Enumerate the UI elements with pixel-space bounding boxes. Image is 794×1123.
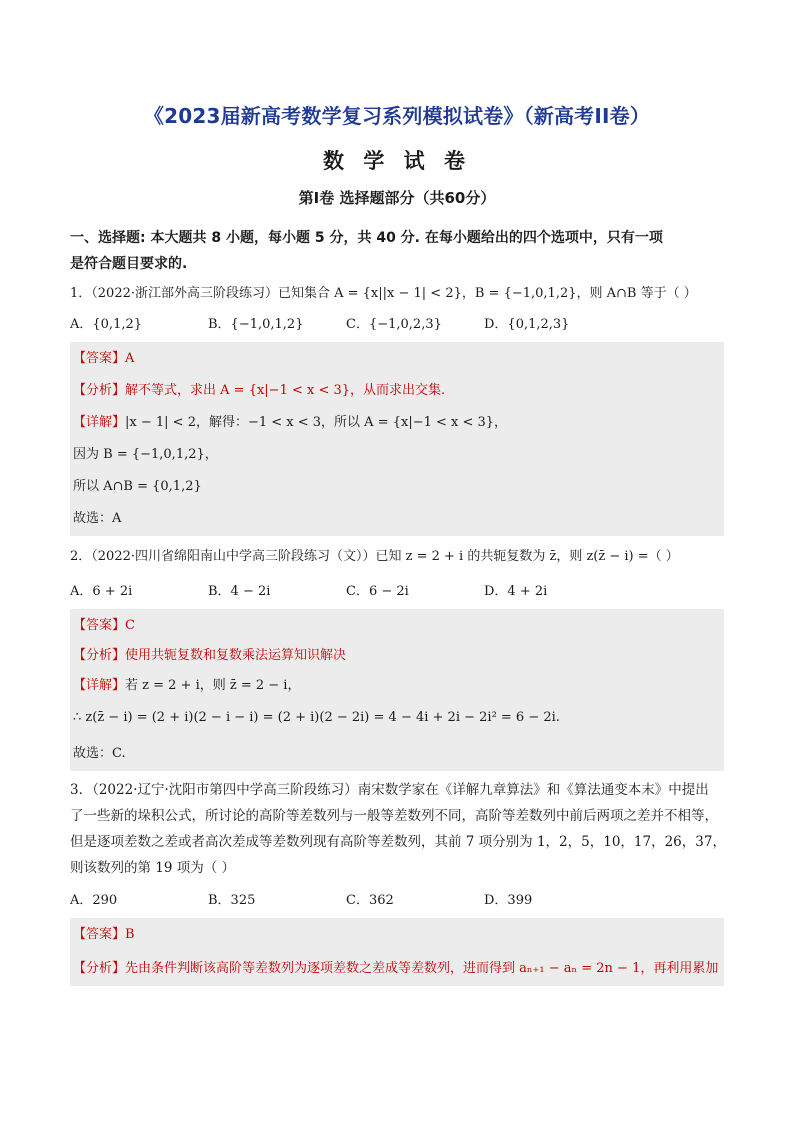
q2-option-c: C．6 − 2i [346,584,409,599]
q1-option-b: B．{−1,0,1,2} [208,317,304,332]
q3-option-d: D．399 [484,893,533,908]
q2-detail-row [73,677,721,695]
q3-analysis-row [73,960,721,978]
q1-options [70,313,724,332]
q1-option-c: C．{−1,0,2,3} [346,317,442,332]
detail-tag: 【详解】 [73,678,126,693]
q1-answer: A [125,351,135,366]
q2-option-b: B．4 − 2i [208,584,271,599]
q1-analysis: 解不等式，求出 A = {x|−1 < x < 3}，从而求出交集. [125,383,446,398]
q1-so: 所以 A∩B = {0,1,2} [73,479,202,494]
intro-line-1: 一、选择题: 本大题共 8 小题，每小题 5 分，共 40 分. 在每小题给出的四个选项中，只有一项 [70,230,663,246]
q1-solution [70,342,724,536]
q2-analysis: 使用共轭复数和复数乘法运算知识解决 [125,648,347,663]
q1-stem: 1．（2022·浙江部外高三阶段练习）已知集合 A = {x||x − 1| < 2}，B = {−1,0,1,2}，则 A∩B 等于（ ） [70,286,697,301]
q3-stem [70,777,724,881]
q2-analysis-row [73,647,721,665]
q1-detail-row [73,414,721,432]
intro-line-2: 是符合题目要求的. [70,256,188,272]
q3-solution [70,918,724,986]
answer-tag: 【答案】 [73,927,126,942]
exam-title: 《2023届新高考数学复习系列模拟试卷》（新高考II卷） [143,104,651,128]
analysis-tag: 【分析】 [73,383,126,398]
q3-answer: B [125,927,135,942]
q2-stem: 2．（2022·四川省绵阳南山中学高三阶段练习（文））已知 z = 2 + i 的共轭复数为 z̄，则 z(z̄ − i) =（ ） [70,549,679,564]
document-body [70,225,724,986]
q1-analysis-row [73,382,721,400]
q1-answer-row [73,350,721,368]
q2-answer: C [125,618,135,633]
answer-tag: 【答案】 [73,351,126,366]
q3-stem-line: 但是逐项差数之差或者高次差成等差数列现有高阶等差数列，其前 7 项分别为 1，2，5，10，17，26，37， [70,834,726,850]
q3-options [70,889,724,908]
answer-tag: 【答案】 [73,618,126,633]
detail-tag: 【详解】 [73,415,126,430]
q1-choose: 故选：A [73,511,122,526]
q3-answer-row [73,926,721,944]
q3-stem-line: 则该数列的第 19 项为（ ） [70,860,236,876]
q2-options [70,580,724,599]
section-heading: 第Ⅰ卷 选择题部分（共60分） [298,189,496,207]
exam-subtitle: 数 学 试 卷 [323,149,471,173]
q1-option-d: D．{0,1,2,3} [484,317,570,332]
q3-option-c: C．362 [346,893,394,908]
analysis-tag: 【分析】 [73,648,126,663]
analysis-tag: 【分析】 [73,961,126,976]
q2-detail: 若 z = 2 + i，则 z̄ = 2 − i， [125,678,301,693]
q1-option-a: A．{0,1,2} [70,317,143,332]
q2-solution [70,609,724,771]
q3-stem-line: 3．（2022·辽宁·沈阳市第四中学高三阶段练习）南宋数学家在《详解九章算法》和《算法通变本末》中提出 [70,782,709,798]
q2-option-a: A．6 + 2i [70,584,133,599]
q2-option-d: D．4 + 2i [484,584,548,599]
q3-analysis: 先由条件判断该高阶等差数列为逐项差数之差成等差数列，进而得到 aₙ₊₁ − aₙ = 2n − 1，再利用累加 [125,961,719,976]
q2-choose: 故选：C. [73,746,126,761]
q1-because: 因为 B = {−1,0,1,2}， [73,447,218,462]
q3-stem-line: 了一些新的垛积公式，所讨论的高阶等差数列与一般等差数列不同，高阶等差数列中前后两项之差并不相等， [70,808,718,824]
q3-option-a: A．290 [70,893,118,908]
q2-answer-row [73,617,721,635]
q3-option-b: B．325 [208,893,256,908]
q2-formula: ∴ z(z̄ − i) = (2 + i)(2 − i − i) = (2 + i)(2 − 2i) = 4 − 4i + 2i − 2i² = 6 − 2i. [73,710,560,725]
q1-detail: |x − 1| < 2，解得：−1 < x < 3，所以 A = {x|−1 < x < 3}， [125,415,508,430]
